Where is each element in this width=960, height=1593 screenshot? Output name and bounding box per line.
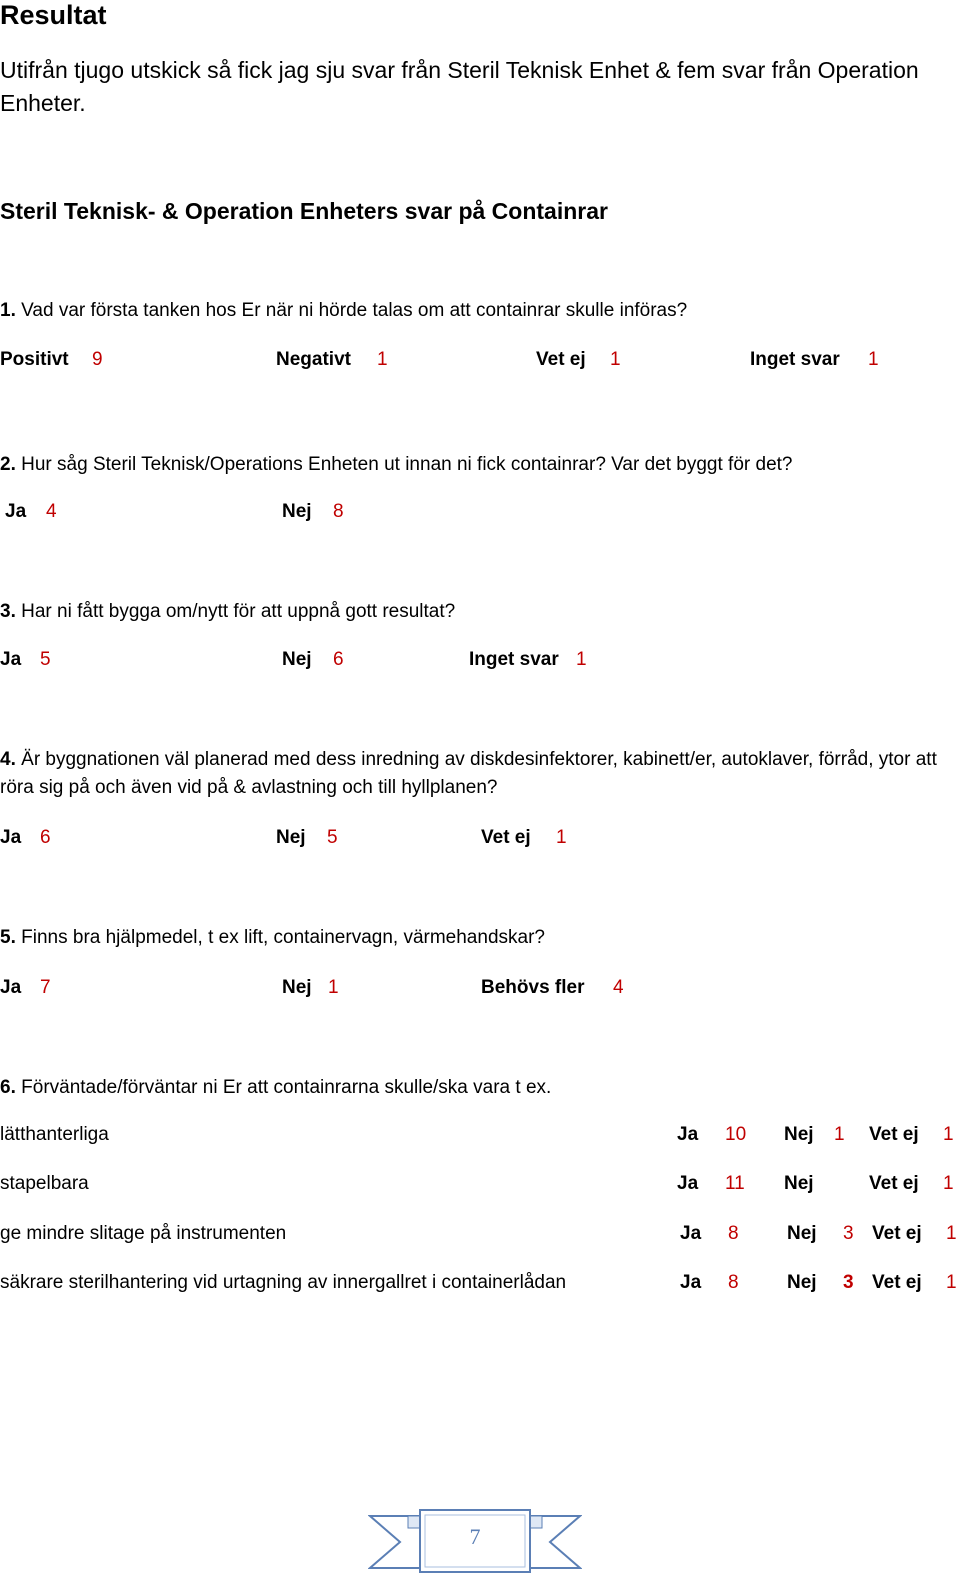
question-text: Finns bra hjälpmedel, t ex lift, containervagn, värmehandskar? (21, 927, 545, 948)
answer-value: 7 (40, 977, 51, 998)
answer-value: 5 (40, 649, 51, 670)
answer-label: Positivt (0, 349, 69, 370)
answer-label: Behövs fler (481, 977, 585, 998)
answer-label: Ja (680, 1223, 702, 1244)
answer-value: 1 (946, 1272, 957, 1293)
answer-value: 1 (868, 349, 879, 370)
answer-label: Nej (282, 977, 312, 998)
answer-label: Ja (677, 1173, 699, 1194)
answer-label: Inget svar (469, 649, 559, 670)
answer-label: Inget svar (750, 349, 840, 370)
answer-value: 1 (946, 1223, 957, 1244)
answer-value: 8 (728, 1272, 739, 1293)
answer-label: Nej (787, 1272, 817, 1293)
question-text: Har ni fått bygga om/nytt för att uppnå gott resultat? (21, 601, 456, 622)
answer-value: 3 (843, 1272, 854, 1293)
answer-label: Ja (0, 649, 22, 670)
answer-label: Vet ej (869, 1124, 919, 1145)
answer-label: Nej (276, 827, 306, 848)
answer-value: 8 (333, 501, 344, 522)
question-number: 3. (0, 601, 16, 622)
answer-value: 5 (327, 827, 338, 848)
answer-label: Vet ej (481, 827, 531, 848)
answer-label: Nej (784, 1124, 814, 1145)
answer-value: 1 (943, 1173, 954, 1194)
question-number: 6. (0, 1077, 16, 1098)
answer-label: Ja (677, 1124, 699, 1145)
item-label: ge mindre slitage på instrumenten (0, 1223, 287, 1244)
answer-value: 1 (610, 349, 621, 370)
answer-label: Ja (5, 501, 27, 522)
question-5 (0, 924, 545, 952)
answer-label: Negativt (276, 349, 351, 370)
answer-label: Nej (784, 1173, 814, 1194)
answer-label: Ja (680, 1272, 702, 1293)
answer-value: 1 (328, 977, 339, 998)
answer-value: 8 (728, 1223, 739, 1244)
item-label: säkrare sterilhantering vid urtagning av innergallret i containerlådan (0, 1272, 567, 1293)
answer-label: Ja (0, 827, 22, 848)
page-title: Resultat (0, 0, 107, 30)
answer-label: Vet ej (872, 1223, 922, 1244)
question-text: Vad var första tanken hos Er när ni hörde talas om att containrar skulle införas? (21, 300, 688, 321)
question-number: 5. (0, 927, 16, 948)
question-4 (0, 746, 945, 802)
answer-value: 1 (834, 1124, 845, 1145)
answer-value: 11 (725, 1173, 745, 1194)
item-label: stapelbara (0, 1173, 89, 1194)
answer-label: Vet ej (536, 349, 586, 370)
answer-label: Ja (0, 977, 22, 998)
answer-value: 9 (92, 349, 103, 370)
question-number: 1. (0, 300, 16, 321)
answer-value: 1 (943, 1124, 954, 1145)
answer-value: 4 (46, 501, 57, 522)
question-3 (0, 598, 455, 626)
question-number: 2. (0, 454, 16, 475)
answer-value: 1 (556, 827, 567, 848)
section-heading: Steril Teknisk- & Operation Enheters svar på Containrar (0, 198, 608, 224)
answer-value: 4 (613, 977, 624, 998)
item-label: lätthanterliga (0, 1124, 109, 1145)
answer-value: 1 (377, 349, 388, 370)
page-number: 7 (469, 1524, 481, 1549)
intro-paragraph: Utifrån tjugo utskick så fick jag sju svar från Steril Teknisk Enhet & fem svar från Operation Enheter. (0, 57, 919, 116)
question-text: Hur såg Steril Teknisk/Operations Enheten ut innan ni fick containrar? Var det byggt för det? (21, 454, 793, 475)
answer-label: Vet ej (869, 1173, 919, 1194)
question-1 (0, 297, 687, 325)
question-6 (0, 1074, 551, 1102)
question-2 (0, 451, 792, 479)
answer-value: 10 (725, 1124, 747, 1145)
answer-value: 3 (843, 1223, 854, 1244)
answer-value: 6 (333, 649, 344, 670)
answer-label: Vet ej (872, 1272, 922, 1293)
question-text: Förväntade/förväntar ni Er att containrarna skulle/ska vara t ex. (21, 1077, 552, 1098)
question-number: 4. (0, 749, 16, 770)
answer-label: Nej (787, 1223, 817, 1244)
question-text: Är byggnationen väl planerad med dess inredning av diskdesinfektorer, kabinett/er, autoklaver, förråd, ytor att röra sig på och även vid på & avlastning och till hyllplanen? (0, 749, 937, 798)
answer-value: 6 (40, 827, 51, 848)
answer-value: 1 (576, 649, 587, 670)
answer-label: Nej (282, 649, 312, 670)
answer-label: Nej (282, 501, 312, 522)
